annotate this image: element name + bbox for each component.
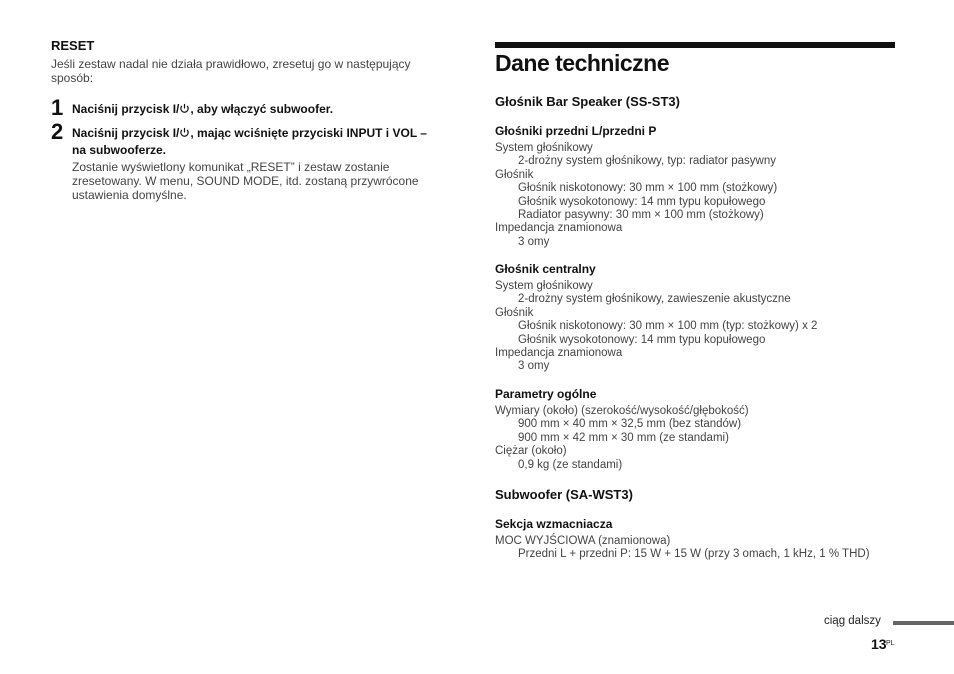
spec-label: MOC WYJŚCIOWA (znamionowa)	[495, 535, 671, 547]
page-language: PL	[886, 640, 895, 647]
spec-label: Impedancja znamionowa	[495, 347, 623, 359]
reset-heading: RESET	[51, 38, 95, 53]
spec-label: System głośnikowy	[495, 280, 593, 292]
power-icon	[179, 103, 190, 114]
amplifier-heading: Sekcja wzmacniacza	[495, 517, 613, 531]
spec-value: Głośnik niskotonowy: 30 mm × 100 mm (stożkowy)	[518, 182, 778, 195]
spec-value: 900 mm × 42 mm × 30 mm (ze standami)	[518, 431, 729, 444]
reset-intro	[51, 57, 451, 85]
step-2-number: 2	[51, 119, 64, 144]
reset-intro-line: Jeśli zestaw nadal nie działa prawidłowo, zresetuj go w następujący	[51, 57, 411, 71]
spec-label: Głośnik	[495, 306, 534, 319]
bar-speaker-heading: Głośnik Bar Speaker (SS-ST3)	[495, 94, 680, 109]
spec-value: Głośnik wysokotonowy: 14 mm typu kopułowego	[518, 333, 766, 346]
continued-bar	[893, 621, 954, 625]
spec-value: 0,9 kg (ze standami)	[518, 458, 623, 471]
page-title: Dane techniczne	[495, 50, 669, 76]
step-1-number: 1	[51, 95, 64, 120]
spec-value: 900 mm × 40 mm × 32,5 mm (bez standów)	[518, 418, 742, 431]
spec-label: System głośnikowy	[495, 142, 593, 154]
spec-label: Ciężar (około)	[495, 445, 567, 458]
step-2-text	[72, 125, 462, 159]
continued-label: ciąg dalszy	[824, 615, 881, 627]
spec-value: Głośnik niskotonowy: 30 mm × 100 mm (typ: stożkowy) x 2	[518, 320, 818, 333]
spec-label: Wymiary (około) (szerokość/wysokość/głębokość)	[495, 405, 749, 417]
step-1-text-b: , aby włączyć subwoofer.	[190, 102, 334, 116]
spec-label: Głośnik	[495, 168, 534, 181]
spec-value: Przedni L + przedni P: 15 W + 15 W (przy 3 omach, 1 kHz, 1 % THD)	[518, 548, 870, 561]
subwoofer-heading: Subwoofer (SA-WST3)	[495, 487, 633, 502]
spec-value: 2-drożny system głośnikowy, zawieszenie akustyczne	[518, 293, 791, 306]
power-icon	[179, 127, 190, 138]
spec-value: 2-drożny system głośnikowy, typ: radiator pasywny	[518, 155, 776, 168]
step-1-text	[72, 101, 462, 118]
spec-label: Impedancja znamionowa	[495, 222, 623, 235]
spec-value: Radiator pasywny: 30 mm × 100 mm (stożkowy)	[518, 209, 764, 221]
step-2-note	[72, 160, 452, 202]
step-2-text-b: , mając wciśnięte przyciski INPUT i VOL –	[190, 126, 427, 140]
note-line: Zostanie wyświetlony komunikat „RESET” i zestaw zostanie	[72, 160, 390, 174]
reset-intro-line: sposób:	[51, 71, 94, 85]
front-speakers-heading: Głośniki przedni L/przedni P	[495, 124, 657, 138]
center-speaker-heading: Głośnik centralny	[495, 262, 596, 276]
general-params-heading: Parametry ogólne	[495, 387, 597, 401]
page-number: 13	[871, 636, 887, 652]
note-line: ustawienia domyślne.	[72, 188, 187, 202]
step-2-line: na subwooferze.	[72, 143, 167, 157]
spec-value: 3 omy	[518, 360, 550, 373]
spec-value: Głośnik wysokotonowy: 14 mm typu kopułowego	[518, 195, 766, 208]
step-1-text-a: Naciśnij przycisk I/	[72, 102, 180, 116]
note-line: zresetowany. W menu, SOUND MODE, itd. zostaną przywrócone	[72, 174, 419, 188]
step-2-line	[72, 125, 462, 142]
section-top-bar	[495, 42, 895, 48]
spec-value: 3 omy	[518, 235, 550, 248]
step-2-text-a: Naciśnij przycisk I/	[72, 126, 180, 140]
